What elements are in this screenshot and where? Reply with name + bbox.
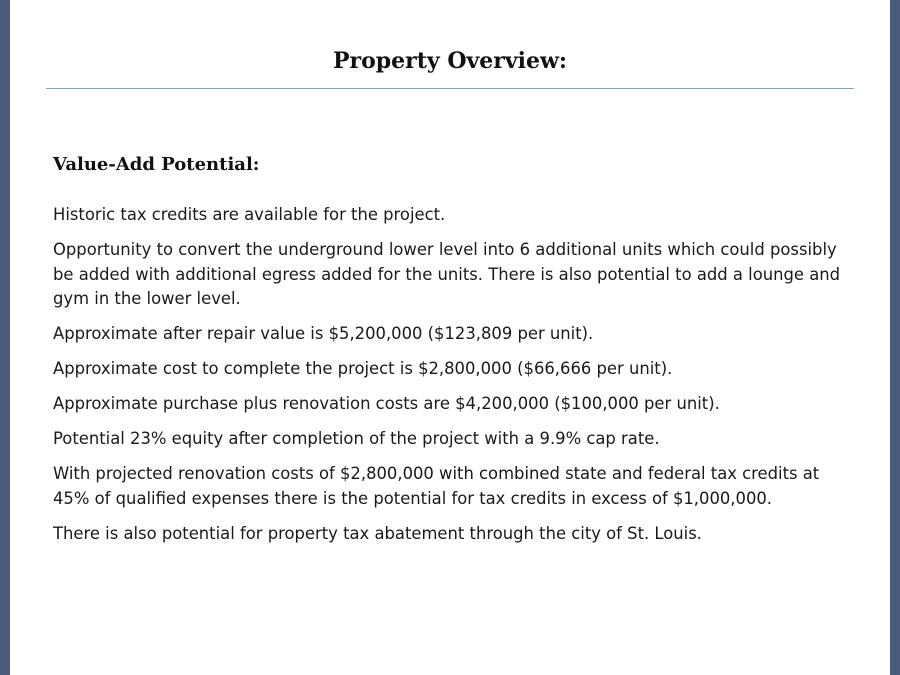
paragraph-potential-equity: Potential 23% equity after completion of the project with a 9.9% cap rate.	[53, 429, 660, 448]
paragraph-historic-tax-credits: Historic tax credits are available for the project.	[53, 205, 446, 224]
paragraph-tax-credits-projection: With projected renovation costs of $2,800,000 with combined state and federal tax credits at 45% of qualified expenses there is the potential for tax credits in excess of $1,000,000.	[53, 464, 820, 508]
section-heading: Value-Add Potential:	[53, 154, 260, 175]
content-body	[53, 203, 843, 557]
paragraph-lower-level-conversion: Opportunity to convert the underground lower level into 6 additional units which could possibly be added with additional egress added for the units. There is also potential to add a lounge and gym in the lower level.	[53, 240, 841, 308]
slide-page	[10, 0, 890, 675]
page-title: Property Overview:	[332, 48, 568, 74]
title-divider	[46, 88, 854, 89]
paragraph-after-repair-value: Approximate after repair value is $5,200,000 ($123,809 per unit).	[53, 324, 594, 343]
paragraph-purchase-plus-renovation: Approximate purchase plus renovation costs are $4,200,000 ($100,000 per unit).	[53, 394, 720, 413]
paragraph-cost-to-complete: Approximate cost to complete the project is $2,800,000 ($66,666 per unit).	[53, 359, 673, 378]
paragraph-property-tax-abatement: There is also potential for property tax abatement through the city of St. Louis.	[53, 523, 702, 543]
